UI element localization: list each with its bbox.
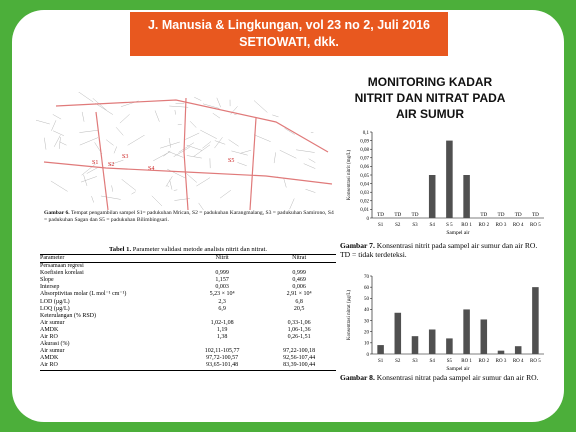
bar: [429, 329, 436, 354]
bar-data-label: TD: [394, 212, 402, 218]
x-tick-label: S3: [412, 359, 418, 364]
x-tick-label: RO 5: [530, 223, 541, 228]
fig7-text: Konsentrasi nitrit pada sampel air sumur dan air RO. TD = tidak terdeteksi.: [340, 241, 538, 259]
cell-nitrat: 92,56-107,44: [283, 355, 316, 362]
bar: [498, 351, 505, 354]
y-tick-label: 70: [364, 274, 369, 280]
map-caption-label: Gambar 6.: [44, 210, 70, 216]
map-label-s1: S1: [92, 160, 99, 166]
cell-nitrat: 6,8: [295, 298, 303, 305]
y-tick-label: 0: [366, 216, 369, 222]
nitrat-chart: [338, 272, 548, 376]
x-tick-label: RO 2: [478, 359, 490, 364]
y-tick-label: 0,07: [360, 156, 369, 162]
table-caption-label: Tabel 1.: [109, 246, 132, 253]
cell-nitrat: 2,91 × 10⁴: [286, 291, 312, 298]
table-caption: [40, 246, 336, 253]
y-tick-label: 0: [366, 352, 369, 358]
x-tick-label: RO 4: [512, 359, 524, 364]
validation-table: [40, 254, 336, 371]
cell-nitrit: 6,9: [218, 305, 226, 312]
x-tick-label: RO 1: [461, 359, 472, 364]
y-axis-label: Konsentrasi nitrat (µg/L): [347, 289, 352, 341]
table-row: [40, 299, 336, 306]
cell-nitrat: 83,39-100,44: [262, 362, 336, 370]
x-tick-label: S 5: [446, 223, 453, 228]
y-tick-label: 0,06: [360, 165, 369, 171]
y-tick-label: 30: [364, 319, 369, 325]
cell-parameter: AMDK: [40, 355, 59, 362]
x-tick-label: S2: [395, 359, 401, 364]
y-tick-label: 0,02: [360, 199, 369, 205]
cell-parameter: Persamaan regresi: [40, 263, 84, 270]
validation-table-block: [40, 246, 336, 371]
x-axis-label: Sampel air: [446, 366, 470, 372]
cell-nitrat: [262, 263, 336, 271]
slide-title-line-2: NITRIT DAN NITRAT PADA: [354, 91, 506, 105]
bar: [446, 338, 453, 354]
sampling-map: [36, 92, 336, 210]
x-tick-label: S2: [395, 223, 401, 228]
bar: [515, 346, 522, 354]
banner-authors-line: SETIOWATI, dkk.: [239, 35, 339, 49]
x-tick-label: S1: [377, 223, 384, 228]
x-tick-label: RO 3: [495, 359, 507, 364]
cell-parameter: LOD (µg/L): [40, 298, 70, 305]
table-row: [40, 327, 336, 334]
table-row: [40, 306, 336, 313]
x-tick-label: RO 1: [461, 223, 472, 228]
header-parameter: Parameter: [40, 255, 182, 263]
cell-nitrit: 102,11-105,77: [204, 348, 240, 355]
cell-nitrat: 20,5: [293, 305, 305, 312]
fig8-label: Gambar 8.: [340, 373, 375, 382]
cell-parameter: Air RO: [40, 362, 182, 370]
nitrit-chart-caption: [340, 241, 540, 259]
x-axis-label: Sampel air: [446, 230, 470, 236]
bar: [395, 313, 402, 354]
y-tick-label: 50: [364, 297, 369, 303]
table-row: [40, 277, 336, 284]
cell-nitrat: 97,22-100,18: [283, 348, 316, 355]
x-tick-label: RO 5: [530, 359, 541, 364]
y-tick-label: 60: [364, 285, 369, 291]
y-axis-label: Konsentrasi nitrit (mg/L): [347, 149, 352, 201]
cell-parameter: Air sumur: [40, 319, 65, 326]
cell-nitrit: 2,3: [218, 298, 226, 305]
table-row: [40, 320, 336, 327]
map-label-s2: S2: [108, 162, 115, 168]
cell-nitrat: 0,469: [292, 277, 306, 284]
bar: [377, 345, 384, 354]
x-tick-label: S4: [429, 223, 435, 228]
table-row: [40, 334, 336, 341]
bar: [446, 141, 453, 218]
cell-parameter: Keterulangan (% RSD): [40, 312, 96, 319]
cell-nitrat: [262, 313, 336, 320]
x-tick-label: S3: [412, 223, 418, 228]
cell-nitrit: 1,157: [215, 277, 229, 284]
y-tick-label: 0,01: [360, 208, 369, 214]
cell-nitrat: 0,33-1,06: [287, 319, 311, 326]
slide-title-line-3: AIR SUMUR: [396, 107, 464, 121]
y-tick-label: 10: [364, 341, 369, 347]
y-tick-label: 0,1: [362, 130, 369, 136]
cell-nitrat: 0,999: [292, 270, 306, 277]
cell-parameter: LOQ (µg/L): [40, 305, 70, 312]
slide-title: [330, 74, 530, 122]
bar-data-label: TD: [377, 212, 385, 218]
header-nitrit: Nitrit: [182, 255, 262, 263]
cell-nitrit: 5,23 × 10⁴: [209, 291, 235, 298]
bar-data-label: TD: [411, 212, 419, 218]
bar: [481, 319, 488, 354]
cell-nitrat: 0,26-1,51: [287, 334, 311, 341]
table-row: [40, 362, 336, 370]
table-row: [40, 355, 336, 362]
y-tick-label: 20: [364, 330, 369, 336]
table-row: [40, 313, 336, 320]
cell-parameter: Akurasi (%): [40, 341, 70, 348]
x-tick-label: RO 3: [495, 223, 507, 228]
cell-nitrit: 93,65-101,48: [182, 362, 262, 370]
y-tick-label: 40: [364, 308, 369, 314]
cell-nitrit: 97,72-100,57: [206, 355, 239, 362]
x-tick-label: RO 4: [512, 223, 524, 228]
bar: [429, 175, 436, 218]
cell-parameter: AMDK: [40, 326, 59, 333]
cell-nitrit: 1,38: [216, 334, 228, 341]
y-tick-label: 0,04: [360, 182, 369, 188]
slide-title-line-1: MONITORING KADAR: [367, 75, 493, 89]
table-header-row: [40, 255, 336, 263]
cell-nitrit: 0,003: [215, 284, 229, 291]
cell-parameter: Slope: [40, 277, 54, 284]
cell-parameter: Air RO: [40, 334, 58, 341]
header-nitrat: Nitrat: [262, 255, 336, 263]
map-label-s4: S4: [148, 166, 155, 172]
table-row: [40, 291, 336, 298]
x-tick-label: S4: [429, 359, 435, 364]
cell-parameter: Absorptivitas molar (L mol⁻¹ cm⁻¹): [40, 291, 127, 298]
cell-nitrit: 1,19: [216, 326, 228, 333]
x-tick-label: S5: [446, 359, 453, 364]
table-row: [40, 348, 336, 355]
nitrat-chart-caption: [340, 373, 540, 382]
cell-parameter: Koefisien korelasi: [40, 270, 84, 277]
cell-nitrat: 1,06-1,36: [287, 326, 311, 333]
bar-data-label: TD: [514, 212, 522, 218]
cell-nitrit: 1,02-1,08: [210, 319, 234, 326]
map-caption-text: Tempat pengambilan sampel S1= padukuhan Mrican, S2 = padukuhan Karangmalang, S3 = padukuhan Samirono, S4 = padukuhan Sagan dan S5 = padukuhan Bilimbingsari.: [44, 210, 334, 223]
map-label-s3: S3: [122, 154, 129, 160]
bar: [412, 336, 419, 354]
y-tick-label: 0,08: [360, 148, 369, 153]
cell-nitrit: [182, 263, 262, 271]
x-tick-label: RO 2: [478, 223, 490, 228]
bar-data-label: TD: [480, 212, 488, 218]
cell-parameter: Air sumur: [40, 348, 65, 355]
table-row: [40, 263, 336, 271]
y-tick-label: 0,09: [360, 139, 369, 145]
cell-nitrit: [182, 313, 262, 320]
cell-nitrit: 0,999: [215, 270, 229, 277]
fig8-text: Konsentrasi nitrat pada sampel air sumur dan air RO.: [374, 373, 539, 382]
x-tick-label: S1: [377, 359, 384, 364]
table-row: [40, 270, 336, 277]
fig7-label: Gambar 7.: [340, 241, 375, 250]
cell-parameter: Intersep: [40, 284, 60, 291]
bar-data-label: TD: [497, 212, 505, 218]
map-caption: [44, 210, 336, 224]
banner-journal-line: J. Manusia & Lingkungan, vol 23 no 2, Juli 2016: [147, 18, 431, 32]
y-tick-label: 0,05: [360, 173, 369, 179]
journal-banner: [130, 12, 448, 56]
cell-nitrat: [262, 341, 336, 348]
cell-nitrit: [182, 341, 262, 348]
bar: [463, 175, 470, 218]
table-caption-text: Parameter validasi metode analisis nitrit dan nitrat.: [131, 246, 267, 253]
table-row: [40, 341, 336, 348]
y-tick-label: 0,03: [360, 191, 369, 196]
cell-nitrat: 0,006: [292, 284, 306, 291]
nitrit-chart: [338, 128, 548, 240]
bar: [463, 309, 470, 354]
bar-data-label: TD: [531, 212, 539, 218]
map-label-s5: S5: [228, 158, 235, 164]
bar: [532, 287, 539, 354]
